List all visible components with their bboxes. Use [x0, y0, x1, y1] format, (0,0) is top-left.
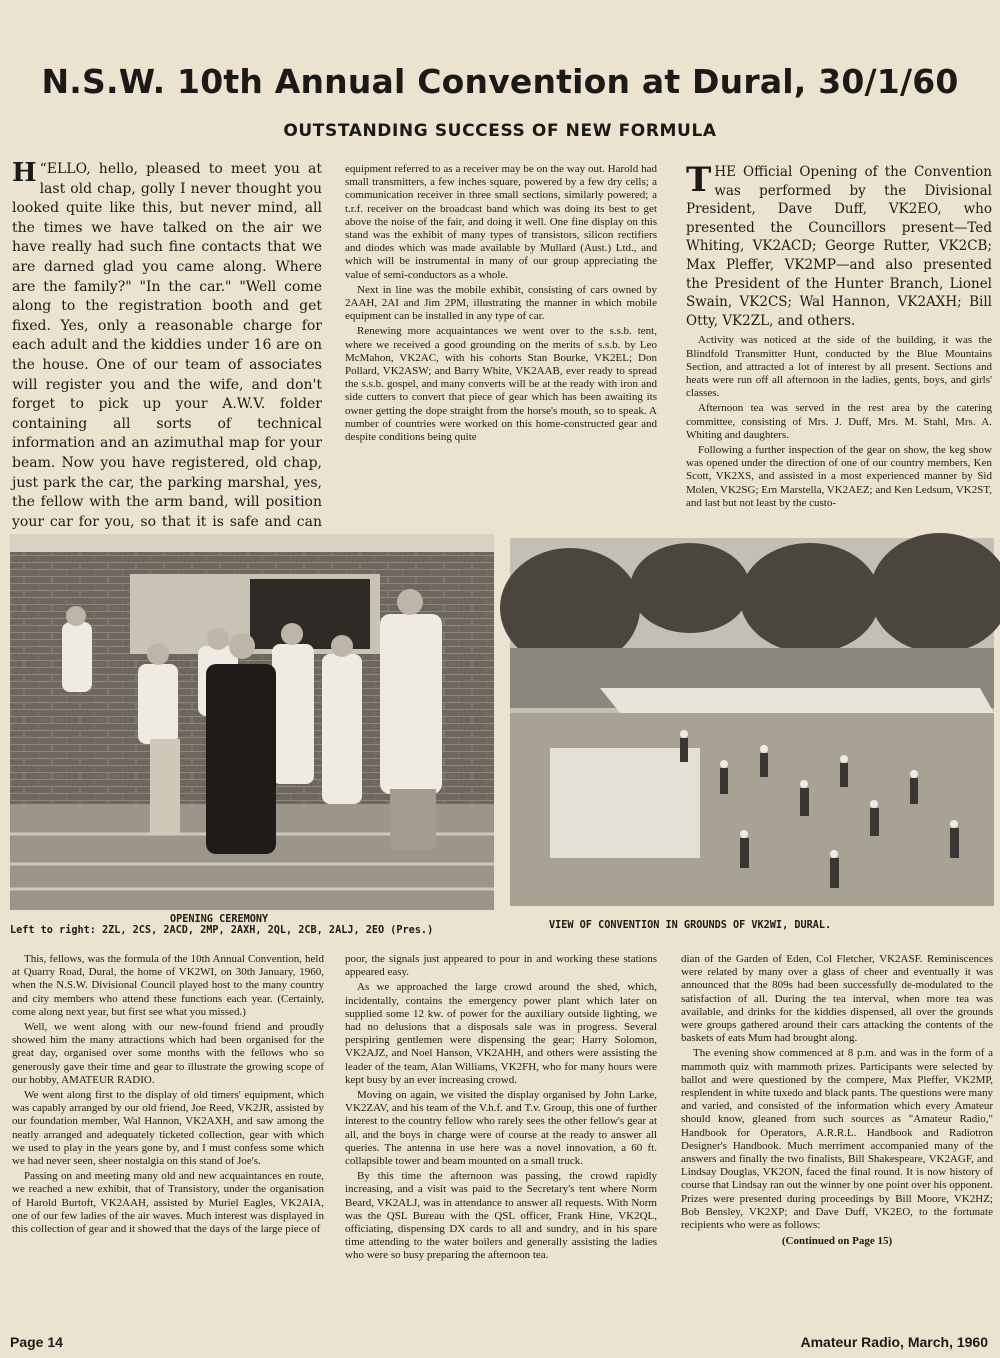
top-middle-column [345, 163, 657, 523]
bottom-left-paragraph-2: Well, we went along with our new-found friend and proudly showed him the many attractions which had been organised for the great day, organised over some months with the fellows who so generously gave their time and gear to illustrate the growing scope of our hobby, AMATEUR RADIO. [12, 1021, 324, 1086]
bottom-middle-paragraph-1: poor, the signals just appeared to pour in and working these stations appeared easy. [345, 953, 657, 979]
convention-grounds-photo [510, 538, 994, 906]
bottom-middle-paragraph-3: Moving on again, we visited the display organised by John Larke, VK2ZAV, and his team of the V.h.f. and T.v. Group, this one of further interest to the country fellow who rarely sees the other fellow's gear at all, and the boys in charge were of course at the ready to answer all queries. The antenna in use here was a novel innovation, a 60 ft. collapsible tower and beam mounted on a small truck. [345, 1089, 657, 1168]
top-middle-paragraph-1: equipment referred to as a receiver may be on the way out. Harold had small transmitters, a few inches square, powered by a few dry cells; a communication receiver in three small sections, similarly powered; a t.r.f. receiver on the broadcast band which was doing its best to get above the noise of the fair, and doing it well. One fine display on this stand was the exhibit of many types of transistors, silicon rectifiers and diodes which was made available by Mullard (Aust.) Ltd., and which will be instrumental in many of our group appreciating the value of semi-conductors as a whole. [345, 163, 657, 281]
bottom-middle-column [345, 953, 657, 1325]
article-subtitle: OUTSTANDING SUCCESS OF NEW FORMULA [283, 121, 717, 141]
bottom-right-column [681, 953, 993, 1325]
intro-column [12, 158, 322, 530]
left-photo-caption [10, 914, 500, 936]
bottom-middle-paragraph-2: As we approached the large crowd around the shed, which, incidentally, contains the emergency power plant which later on supplied some 12 kw. of power for the auxiliary outside lighting, we had no delusions that a disposals sale was in progress. Several perspiring gentlemen were dispensing the gear; Harry Solomon, VK2AJZ, and Noel Hanson, VK2AHH, and others were assisting the leader of the team, Alan Williams, VK2FH, who for many hours were kept busy by an ever increasing crowd. [345, 981, 657, 1086]
bottom-left-paragraph-1: This, fellows, was the formula of the 10th Annual Convention, held at Quarry Road, Dural, the home of VK2WI, on 30th January, 1960, when the N.S.W. Divisional Council played host to the many country and city members who attend these functions each year. (Certainly, come along next year, but first see what you missed.) [12, 953, 324, 1018]
top-right-paragraph-1: Activity was noticed at the side of the building, it was the Blindfold Transmitter Hunt, conducted by the Blue Mountains Section, and attracted a lot of interest by all present. Sections and heats were run off all afternoon in the ladies, gents, boys, and girls' classes. [686, 334, 992, 400]
article-title: N.S.W. 10th Annual Convention at Dural, 30/1/60 [41, 62, 959, 101]
publication-footer: Amateur Radio, March, 1960 [800, 1334, 988, 1350]
top-middle-paragraph-3: Renewing more acquaintances we went over to the s.s.b. tent, where we received a good grounding on the merits of s.s.b. by Leo McMahon, VK2AC, with his cohorts Stan Bourke, VK2EL; Don Pollard, VK2ASW; and Barry White, VK2AAB, ever ready to spread the s.s.b. gospel, and many converts will be at the ready with iron and side cutters to convert that piece of gear which has been awaiting its owner getting the dope straight from the horse's mouth, so to speak. A number of countries were worked on this home-constructed gear and despite conditions being quite [345, 325, 657, 444]
continued-note: (Continued on Page 15) [781, 1235, 893, 1248]
top-right-body [686, 334, 992, 510]
bottom-left-paragraph-4: Passing on and meeting many old and new acquaintances en route, we reached a new exhibit, that of Transistory, under the organisation of Harold Burtoft, VK2AAH, assisted by Muriel Eagles, VK2AIA, one of our few ladies of the air waves. Much interest was displayed in this collection of gear and it showed that the days of the large piece of [12, 1170, 324, 1236]
left-caption-title: OPENING CEREMONY [170, 914, 269, 925]
intro-paragraph [12, 160, 322, 591]
top-right-column [686, 160, 992, 523]
bottom-middle-paragraph-4: By this time the afternoon was passing, the crowd rapidly increasing, and a visit was paid to the Secretary's tent where Norm Beard, VK2ALJ, was in attendance to answer all requests. With Norm was the QSL Bureau with the QSL officer, Frank Hine, VK2QL, officiating, dispensing DX cards to all and sundry, and in his spare time attending to the water boilers and generally assisting the ladies who were so busy preparing the afternoon tea. [345, 1170, 657, 1262]
bottom-right-paragraph-1: dian of the Garden of Eden, Col Fletcher, VK2ASF. Reminiscences were related by many over a glass of cheer and eventually it was announced that the 809s had been successfully de-modulated to the satisfaction of all. During the tea interval, when more tea was available, and drinks for the kiddies dispensed, all over the grounds were groups gathered around their cars attacking the contents of the baskets of eats Mum had brought along. [681, 953, 993, 1045]
bottom-left-column [12, 953, 324, 1325]
page-number: Page 14 [10, 1334, 63, 1350]
top-middle-paragraph-2: Next in line was the mobile exhibit, consisting of cars owned by 2AAH, 2AI and Jim 2PM, illustrating the manner in which mobile equipment can be installed in any type of car. [345, 283, 657, 323]
convention-grounds-illustration [510, 538, 994, 906]
official-opening-dropcap: T [686, 160, 712, 200]
official-opening-text: HE Official Opening of the Convention was performed by the Divisional President, Dave Duff, VK2EO, who presented the Councillors present—Ted Whiting, VK2ACD; George Rutter, VK2CB; Max Pleffer, VK2MP—and also presented the President of the Hunter Branch, Lionel Swain, VK2CS; Wal Hannon, VK2AXH; Bill Otty, VK2ZL, and others. [686, 164, 992, 329]
opening-ceremony-illustration [10, 534, 494, 910]
official-opening-paragraph [686, 160, 992, 330]
bottom-right-paragraph-2: The evening show commenced at 8 p.m. and was in the form of a mammoth quiz with mammoth prizes. Participants were selected by ballot and were questioned by the compere, Max Pleffer, VK2MP, resplendent in white tuxedo and black pants. The questions were many and varied, and consisted of the information which every Amateur should know, gleaned from such sources as "Amateur Radio," Handbook for Operators, A.R.R.L. Handbook and Radiotron Designer's Handbook. Much merriment accompanied many of the answers and finally the two finalists, Bill Shakespeare, VK2AGF, and Lindsay Douglas, VK2ON, faced the final round. It is now history of course that Lindsay ran out the winner by one point over his opponent. Prizes were presented during proceedings by Bill Moore, VK2HZ; Bob Bensley, VK2XP; and Dave Duff, VK2EO, to the fortunate recipients who were as follows: [681, 1047, 993, 1232]
intro-text: ELLO, hello, pleased to meet you at last old chap, golly I never thought you looked quite like this, but never mind, all the times we have talked on the air we have really had such fine contacts that we are darned glad you came along. Where are the family?" "In the car." "Well come along to the registration booth and get fixed. Yes, only a reasonable charge for each adult and the kiddies under 16 are on the house. One of our team of associates will register you and the wife, and don't forget to pick up your A.W.V. folder containing all sorts of technical information and an azimuthal map for your beam. Now you have registered, old chap, just park the car, the parking marshal, yes, the fellow with the arm band, will position your car for you, so that it is safe and can [12, 161, 322, 530]
right-photo-caption: VIEW OF CONVENTION IN GROUNDS OF VK2WI, DURAL. [549, 920, 832, 931]
intro-dropcap: H [12, 158, 37, 188]
opening-ceremony-photo [10, 534, 494, 910]
intro-open-quote: “ [39, 161, 47, 177]
left-caption-body: Left to right: 2ZL, 2CS, 2ACD, 2MP, 2AXH, 2QL, 2CB, 2ALJ, 2EO (Pres.) [10, 925, 434, 936]
top-right-paragraph-3: Following a further inspection of the gear on show, the keg show was opened under the direction of one of our country members, Ken Scott, VK2XS, and assisted in a most experienced manner by Sid Molen, VK2SG; Ern Marstella, VK2AEZ; and Ken Ledsum, VK2ST, and last but not least by the custo- [686, 443, 992, 509]
top-right-paragraph-2: Afternoon tea was served in the rest area by the catering committee, consisting of Mrs. J. Duff, Mrs. M. Stahl, Mrs. A. Whiting and daughters. [686, 402, 992, 441]
bottom-left-paragraph-3: We went along first to the display of old timers' equipment, which was capably arranged by our old friend, Joe Reed, VK2JR, assisted by our foundation member, Wal Hannon, VK2AXH, and saw among the neatly arranged and adequately ticketed collection, gear with which we used to play in the years gone by, and I must confess some which we had never seen, sheer nostalgia on this stand of Joe's. [12, 1089, 324, 1168]
